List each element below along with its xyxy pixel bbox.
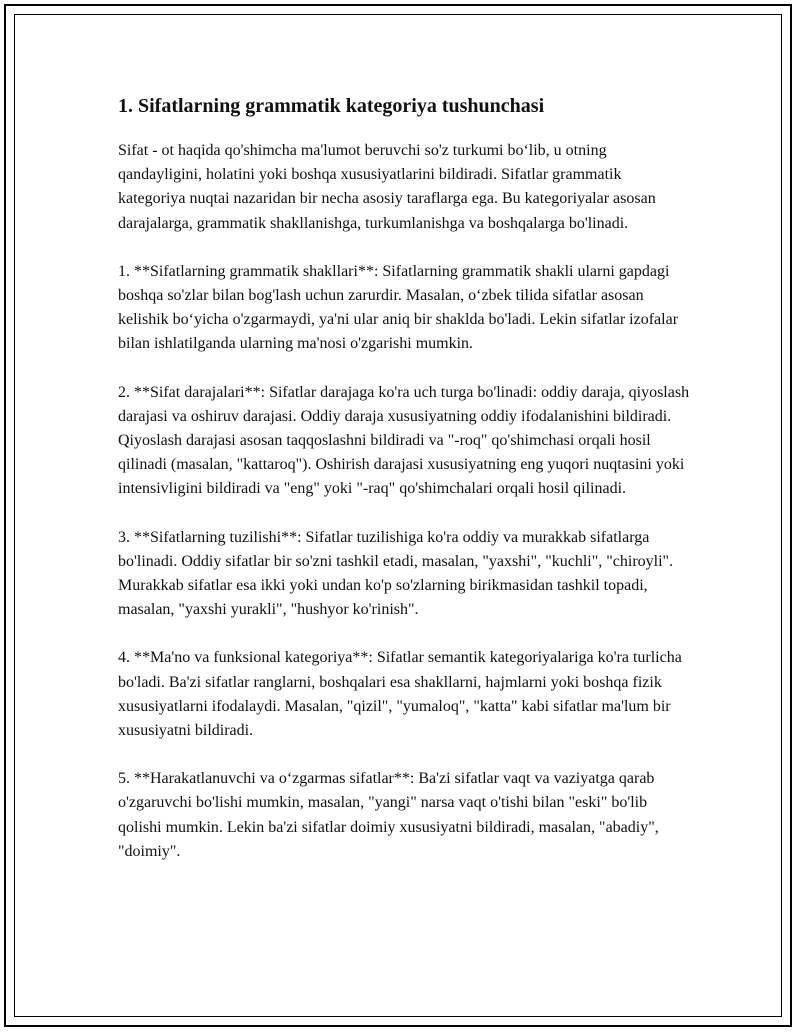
intro-paragraph: Sifat - ot haqida qo'shimcha ma'lumot beruvchi so'z turkumi bo‘lib, u otning qandayligini, holatini yoki boshqa xususiyatlarini bildiradi. Sifatlar grammatik kategoriya nuqtai nazaridan bir necha asosiy taraflarga ega. Bu kategoriyalar asosan darajalarga, grammatik shakllanishga, turkumlanishga va boshqalarga bo'linadi. <box>118 142 656 232</box>
document-body <box>118 93 692 888</box>
paragraph-changing-adjectives: 5. **Harakatlanuvchi va o‘zgarmas sifatlar**: Ba'zi sifatlar vaqt va vaziyatga qarab o'zgaruvchi bo'lishi mumkin, masalan, "yangi" narsa vaqt o'tishi bilan "eski" bo'lib qolishi mumkin. Lekin ba'zi sifatlar doimiy xususiyatni bildiradi, masalan, "abadiy", "doimiy". <box>118 770 659 860</box>
section-heading: 1. Sifatlarning grammatik kategoriya tushunchasi <box>118 95 545 117</box>
paragraph-semantic-category: 4. **Ma'no va funksional kategoriya**: Sifatlar semantik kategoriyalariga ko'ra turlicha bo'ladi. Ba'zi sifatlar ranglarni, boshqalari esa shakllarni, hajmlarni yoki boshqa fizik xususiyatlarni ifodalaydi. Masalan, "qizil", "yumaloq", "katta" kabi sifatlar ma'lum bir xususiyatni bildiradi. <box>118 649 682 740</box>
paragraph-structure: 3. **Sifatlarning tuzilishi**: Sifatlar tuzilishiga ko'ra oddiy va murakkab sifatlarga bo'linadi. Oddiy sifatlar bir so'zni tashkil etadi, masalan, "yaxshi", "kuchli", "chiroyli". Murakkab sifatlar esa ikki yoki undan ko'p so'zlarning birikmasidan tashkil topadi, masalan, "yaxshi yurakli", "hushyor ko'rinish". <box>118 528 674 619</box>
paragraph-degrees: 2. **Sifat darajalari**: Sifatlar darajaga ko'ra uch turga bo'linadi: oddiy daraja, qiyoslash darajasi va oshiruv darajasi. Oddiy daraja xususiyatning oddiy ifodalanishini bildiradi. Qiyoslash darajasi asosan taqqoslashni bildiradi va "-roq" qo'shimchasi orqali hosil qilinadi (masalan, "kattaroq"). Oshirish darajasi xususiyatning eng yuqori nuqtasini yoki intensivligini bildiradi va "eng" yoki "-raq" qo'shimchalari orqali hosil qilinadi. <box>118 383 690 498</box>
paragraph-grammatical-forms: 1. **Sifatlarning grammatik shakllari**: Sifatlarning grammatik shakli ularni gapdagi boshqa so'zlar bilan bog'lash uchun zarurdir. Masalan, o‘zbek tilida sifatlar asosan kelishik bo‘yicha o'zgarmaydi, ya'ni ular aniq bir shaklda bo'ladi. Lekin sifatlar izofalar bilan ishlatilganda ularning ma'nosi o'zgarishi mumkin. <box>118 262 679 353</box>
